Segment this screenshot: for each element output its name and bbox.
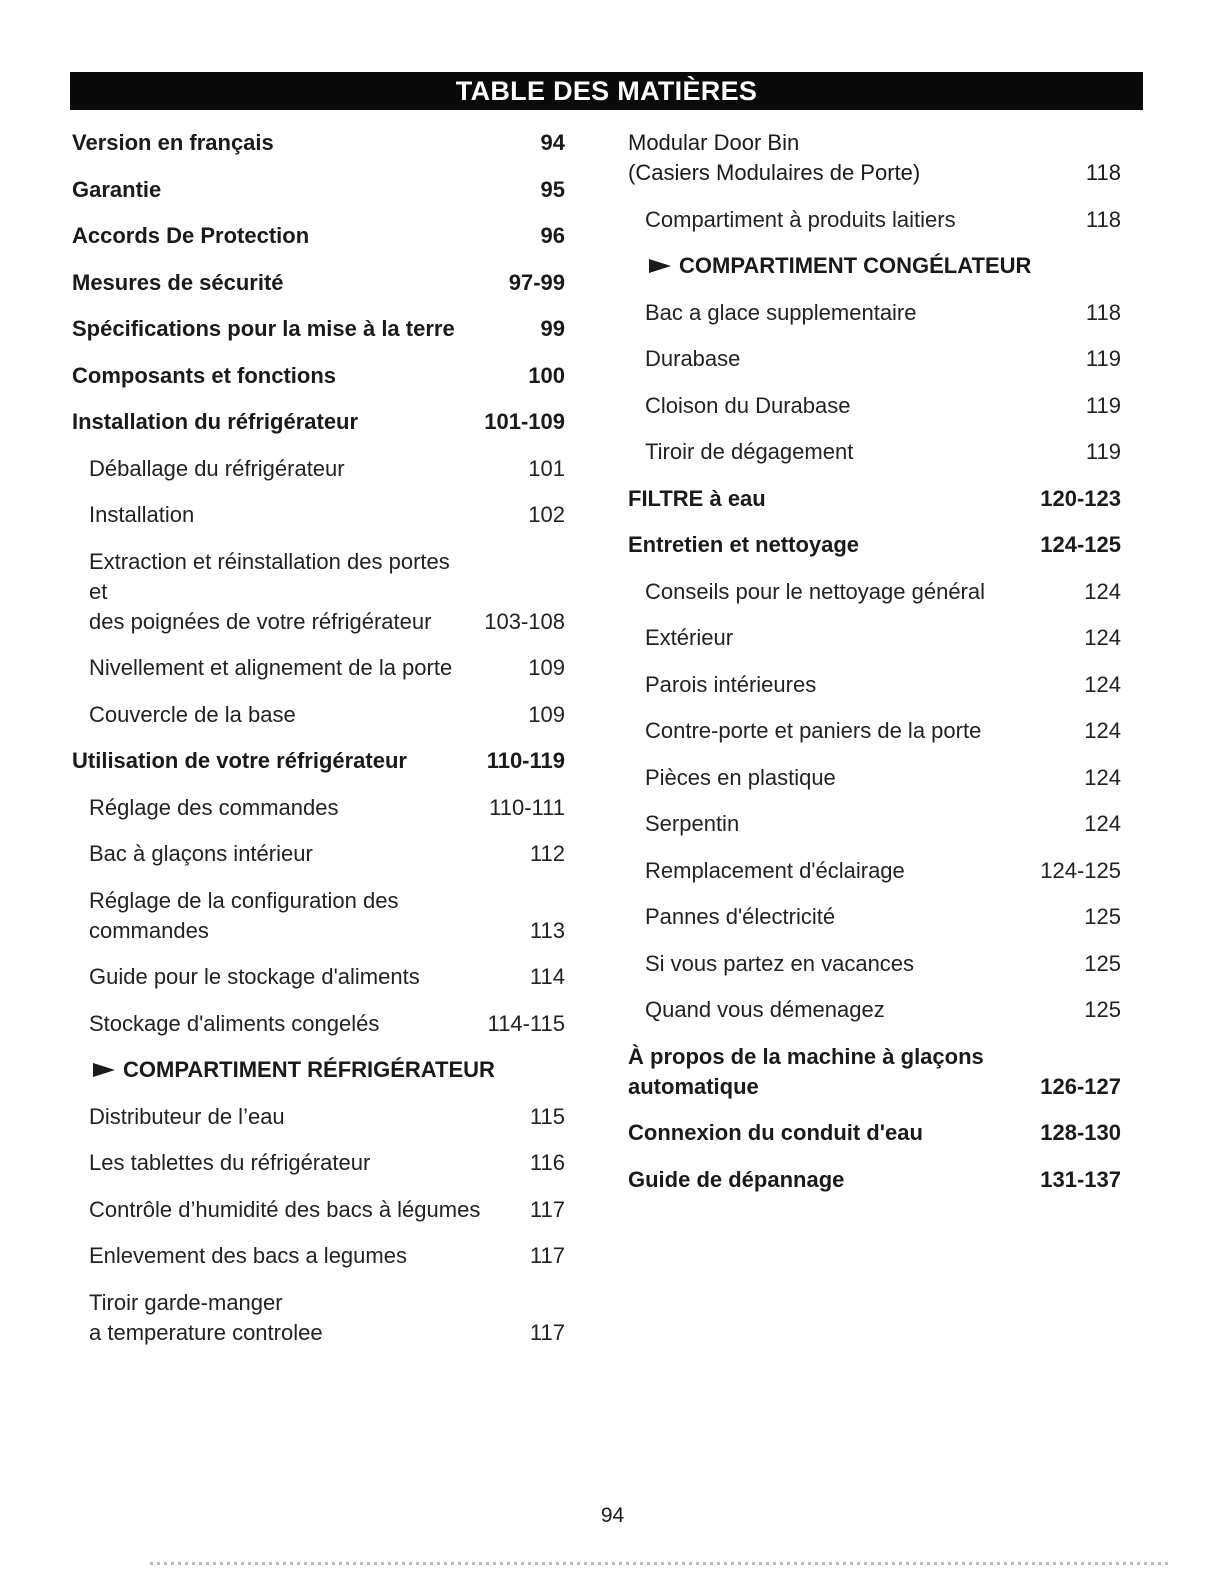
toc-entry-page: 109 xyxy=(528,655,565,680)
toc-entry-line: Modular Door Bin xyxy=(628,130,800,155)
toc-entry-line: Extraction et réinstallation des portes et xyxy=(89,548,450,604)
toc-entry-line: Serpentin xyxy=(645,811,740,836)
toc-entry[interactable] xyxy=(628,1165,1121,1195)
triangle-arrow-icon xyxy=(93,1063,115,1077)
toc-entry-page: 124 xyxy=(1084,578,1121,604)
toc-entry[interactable] xyxy=(628,437,1121,467)
toc-entry-label xyxy=(72,547,484,637)
toc-entry[interactable] xyxy=(72,1102,565,1132)
toc-entry-line: Tiroir de dégagement xyxy=(645,439,854,464)
toc-entry[interactable] xyxy=(72,700,565,730)
toc-entry-line: Contrôle d’humidité des bacs à légumes xyxy=(89,1196,481,1222)
toc-entry-page: 124 xyxy=(1084,764,1121,790)
toc-entry-line: Si vous partez en vacances xyxy=(645,950,915,976)
toc-entry-line: Conseils pour le nettoyage général xyxy=(645,578,986,604)
toc-entry[interactable] xyxy=(628,298,1121,328)
toc-entry[interactable] xyxy=(628,856,1121,886)
toc-entry[interactable] xyxy=(628,530,1121,560)
toc-entry-label xyxy=(628,949,1084,979)
toc-entry-label xyxy=(628,437,1086,467)
toc-entry-page: 94 xyxy=(540,130,565,155)
toc-entry-line: Parois intérieures xyxy=(645,671,817,697)
toc-entry-label xyxy=(628,623,1084,653)
toc-entry-line: Installation du réfrigérateur xyxy=(72,409,359,434)
toc-entry-label xyxy=(72,839,530,869)
toc-section-label: COMPARTIMENT RÉFRIGÉRATEUR xyxy=(123,1057,495,1082)
toc-entry[interactable] xyxy=(72,361,565,391)
toc-entry-label xyxy=(628,856,1040,886)
toc-entry-line: Guide de dépannage xyxy=(628,1166,845,1192)
toc-entry-label xyxy=(72,1009,488,1039)
scan-artifact xyxy=(150,1562,1170,1565)
toc-entry-label xyxy=(628,763,1084,793)
toc-entry-page: 101-109 xyxy=(484,409,565,434)
toc-entry[interactable] xyxy=(72,962,565,992)
toc-title-bar xyxy=(70,72,1143,110)
toc-entry-page: 114-115 xyxy=(487,1010,565,1036)
toc-entry-page: 103-108 xyxy=(484,608,565,634)
toc-entry-line: Distributeur de l’eau xyxy=(89,1103,285,1129)
toc-entry[interactable] xyxy=(628,205,1121,235)
toc-entry-label xyxy=(72,454,528,484)
toc-entry-label xyxy=(72,407,484,437)
toc-entry-line: Couvercle de la base xyxy=(89,701,296,727)
toc-entry-label xyxy=(72,700,528,730)
toc-entry[interactable] xyxy=(72,314,565,344)
toc-entry-page: 100 xyxy=(528,362,565,388)
toc-entry-line: Bac a glace supplementaire xyxy=(645,299,917,325)
toc-entry-page: 124 xyxy=(1084,671,1121,697)
toc-entry-label xyxy=(72,1148,530,1178)
toc-entry-label xyxy=(628,577,1084,607)
toc-entry-label xyxy=(628,205,1086,235)
toc-entry-page: 110-111 xyxy=(489,794,565,820)
toc-entry-line: des poignées de votre réfrigérateur xyxy=(89,608,432,634)
toc-entry-page: 125 xyxy=(1084,950,1121,976)
toc-entry-line: Guide pour le stockage d'aliments xyxy=(89,964,420,989)
toc-entry-line: Composants et fonctions xyxy=(72,362,337,388)
toc-entry-page: 114 xyxy=(529,964,565,989)
toc-entry-line: automatique xyxy=(628,1073,759,1099)
toc-section-heading xyxy=(628,251,1121,281)
toc-entry-page: 110-119 xyxy=(486,748,565,773)
toc-entry[interactable] xyxy=(72,1195,565,1225)
toc-entry-label xyxy=(628,1165,1040,1195)
toc-entry-label xyxy=(628,128,1086,188)
toc-entry[interactable] xyxy=(628,902,1121,932)
toc-entry-page: 96 xyxy=(540,223,565,248)
toc-entry-line: Cloison du Durabase xyxy=(645,392,851,418)
toc-entry[interactable] xyxy=(628,391,1121,421)
toc-entry[interactable] xyxy=(628,995,1121,1025)
toc-entry-label xyxy=(72,175,541,205)
toc-entry-page: 101 xyxy=(528,455,565,481)
toc-entry-page: 112 xyxy=(529,841,565,866)
toc-entry-page: 124 xyxy=(1084,625,1121,650)
toc-entry-label xyxy=(72,1195,530,1225)
toc-entry[interactable] xyxy=(628,344,1121,374)
toc-entry-line: Version en français xyxy=(72,130,274,155)
toc-entry-page: 99 xyxy=(540,316,565,341)
toc-entry-label xyxy=(72,962,530,992)
toc-entry[interactable] xyxy=(72,268,565,298)
toc-entry-page: 117 xyxy=(529,1243,565,1268)
toc-entry[interactable] xyxy=(628,484,1121,514)
toc-entry-line: Quand vous démenagez xyxy=(645,997,885,1022)
toc-entry-label xyxy=(628,298,1086,328)
toc-entry[interactable] xyxy=(628,670,1121,700)
toc-entry-line: Contre-porte et paniers de la porte xyxy=(645,718,982,743)
toc-entry[interactable] xyxy=(72,793,565,823)
toc-entry-label xyxy=(72,500,528,530)
toc-entry[interactable] xyxy=(628,128,1121,188)
toc-entry-line: Accords De Protection xyxy=(72,223,310,248)
toc-entry[interactable] xyxy=(72,128,565,158)
toc-entry-line: Spécifications pour la mise à la terre xyxy=(72,316,455,341)
toc-right-column xyxy=(628,128,1121,1211)
toc-entry-page: 118 xyxy=(1085,299,1121,325)
toc-entry[interactable] xyxy=(628,1042,1121,1102)
toc-entry[interactable] xyxy=(72,653,565,683)
toc-entry-page: 118 xyxy=(1085,160,1121,185)
toc-entry-line: commandes xyxy=(89,917,209,943)
toc-entry-line: Durabase xyxy=(645,346,741,371)
toc-entry[interactable] xyxy=(72,1148,565,1178)
toc-entry-line: Déballage du réfrigérateur xyxy=(89,455,345,481)
toc-entry-label xyxy=(72,1102,530,1132)
page-number: 94 xyxy=(600,1504,625,1527)
toc-entry-label xyxy=(628,716,1084,746)
toc-entry-label xyxy=(72,793,489,823)
toc-entry[interactable] xyxy=(72,175,565,205)
toc-entry-line: Enlevement des bacs a legumes xyxy=(89,1243,407,1268)
toc-entry-label xyxy=(628,1042,1040,1102)
toc-entry-line: Remplacement d'éclairage xyxy=(645,857,905,883)
toc-entry[interactable] xyxy=(628,577,1121,607)
toc-entry-page: 124-125 xyxy=(1040,532,1121,557)
toc-entry-page: 117 xyxy=(529,1196,565,1222)
toc-entry-page: 97-99 xyxy=(508,269,565,295)
toc-entry[interactable] xyxy=(628,716,1121,746)
toc-entry-page: 119 xyxy=(1085,392,1121,418)
toc-entry-label xyxy=(628,344,1086,374)
toc-entry[interactable] xyxy=(72,221,565,251)
toc-section-heading xyxy=(72,1055,565,1085)
toc-left-column xyxy=(72,128,565,1364)
toc-entry-label xyxy=(72,886,530,946)
toc-entry-line: Pannes d'électricité xyxy=(645,904,836,929)
toc-entry-label xyxy=(72,268,509,298)
toc-entry[interactable] xyxy=(72,839,565,869)
toc-entry-label xyxy=(72,221,541,251)
toc-entry-label xyxy=(628,484,1040,514)
toc-title: TABLE DES MATIÈRES xyxy=(455,75,758,106)
toc-entry[interactable] xyxy=(628,623,1121,653)
toc-entry-line: Pièces en plastique xyxy=(645,764,836,790)
toc-entry[interactable] xyxy=(72,1288,565,1348)
toc-entry-page: 116 xyxy=(529,1150,565,1175)
toc-entry-label xyxy=(628,670,1084,700)
toc-entry-label xyxy=(72,653,528,683)
toc-entry-line: Réglage des commandes xyxy=(89,794,339,820)
toc-entry-line: (Casiers Modulaires de Porte) xyxy=(628,160,921,185)
toc-entry-page: 119 xyxy=(1085,346,1121,371)
toc-entry[interactable] xyxy=(72,547,565,637)
toc-entry-line: Réglage de la configuration des xyxy=(89,887,399,913)
toc-entry-page: 117 xyxy=(529,1319,565,1345)
toc-entry[interactable] xyxy=(628,1118,1121,1148)
toc-entry[interactable] xyxy=(72,1241,565,1271)
toc-entry-label xyxy=(72,1241,530,1271)
triangle-arrow-icon xyxy=(649,259,671,273)
toc-entry-page: 95 xyxy=(540,176,565,202)
toc-entry-page: 125 xyxy=(1084,904,1121,929)
toc-entry-label xyxy=(628,1118,1040,1148)
toc-entry-page: 118 xyxy=(1085,206,1121,232)
toc-entry-page: 124-125 xyxy=(1040,857,1121,883)
toc-entry-page: 113 xyxy=(529,917,565,943)
toc-entry-label xyxy=(628,902,1084,932)
toc-entry-line: Utilisation de votre réfrigérateur xyxy=(72,748,407,773)
toc-entry-page: 119 xyxy=(1085,439,1121,464)
toc-entry-label xyxy=(72,361,528,391)
toc-entry[interactable] xyxy=(72,1009,565,1039)
toc-entry-label xyxy=(628,530,1040,560)
toc-entry-line: À propos de la machine à glaçons xyxy=(628,1043,984,1069)
toc-entry[interactable] xyxy=(72,886,565,946)
toc-entry-label xyxy=(72,314,541,344)
toc-entry-line: Les tablettes du réfrigérateur xyxy=(89,1150,371,1175)
toc-entry[interactable] xyxy=(72,454,565,484)
toc-section-label: COMPARTIMENT CONGÉLATEUR xyxy=(679,253,1032,278)
toc-entry-label xyxy=(72,1288,530,1348)
toc-entry-line: Connexion du conduit d'eau xyxy=(628,1120,923,1145)
toc-entry-page: 124 xyxy=(1084,811,1121,836)
toc-entry-page: 126-127 xyxy=(1040,1073,1121,1099)
toc-entry[interactable] xyxy=(628,809,1121,839)
toc-entry-line: Extérieur xyxy=(645,625,734,650)
toc-entry[interactable] xyxy=(72,746,565,776)
toc-entry-page: 131-137 xyxy=(1040,1166,1121,1192)
toc-entry-line: Mesures de sécurité xyxy=(72,269,284,295)
toc-entry-line: FILTRE à eau xyxy=(628,485,766,511)
toc-entry[interactable] xyxy=(628,949,1121,979)
toc-entry-page: 102 xyxy=(528,502,565,527)
toc-entry-page: 125 xyxy=(1084,997,1121,1022)
toc-entry-page: 120-123 xyxy=(1040,485,1121,511)
toc-entry[interactable] xyxy=(628,763,1121,793)
toc-entry-line: Entretien et nettoyage xyxy=(628,532,860,557)
toc-entry[interactable] xyxy=(72,407,565,437)
toc-entry-page: 128-130 xyxy=(1040,1120,1121,1145)
toc-entry-line: Tiroir garde-manger xyxy=(89,1289,283,1315)
toc-entry-line: Installation xyxy=(89,502,195,527)
toc-entry-line: Compartiment à produits laitiers xyxy=(645,206,956,232)
toc-entry-label xyxy=(628,995,1084,1025)
toc-entry-line: Bac à glaçons intérieur xyxy=(89,841,313,866)
toc-entry-page: 124 xyxy=(1084,718,1121,743)
toc-entry-label xyxy=(628,809,1084,839)
toc-entry[interactable] xyxy=(72,500,565,530)
toc-entry-label xyxy=(72,128,541,158)
toc-entry-page: 115 xyxy=(529,1103,565,1129)
toc-entry-line: a temperature controlee xyxy=(89,1319,323,1345)
toc-entry-line: Stockage d'aliments congelés xyxy=(89,1010,380,1036)
toc-entry-line: Garantie xyxy=(72,176,162,202)
toc-entry-page: 109 xyxy=(528,701,565,727)
toc-entry-label xyxy=(72,746,487,776)
toc-entry-line: Nivellement et alignement de la porte xyxy=(89,655,453,680)
toc-entry-label xyxy=(628,391,1086,421)
